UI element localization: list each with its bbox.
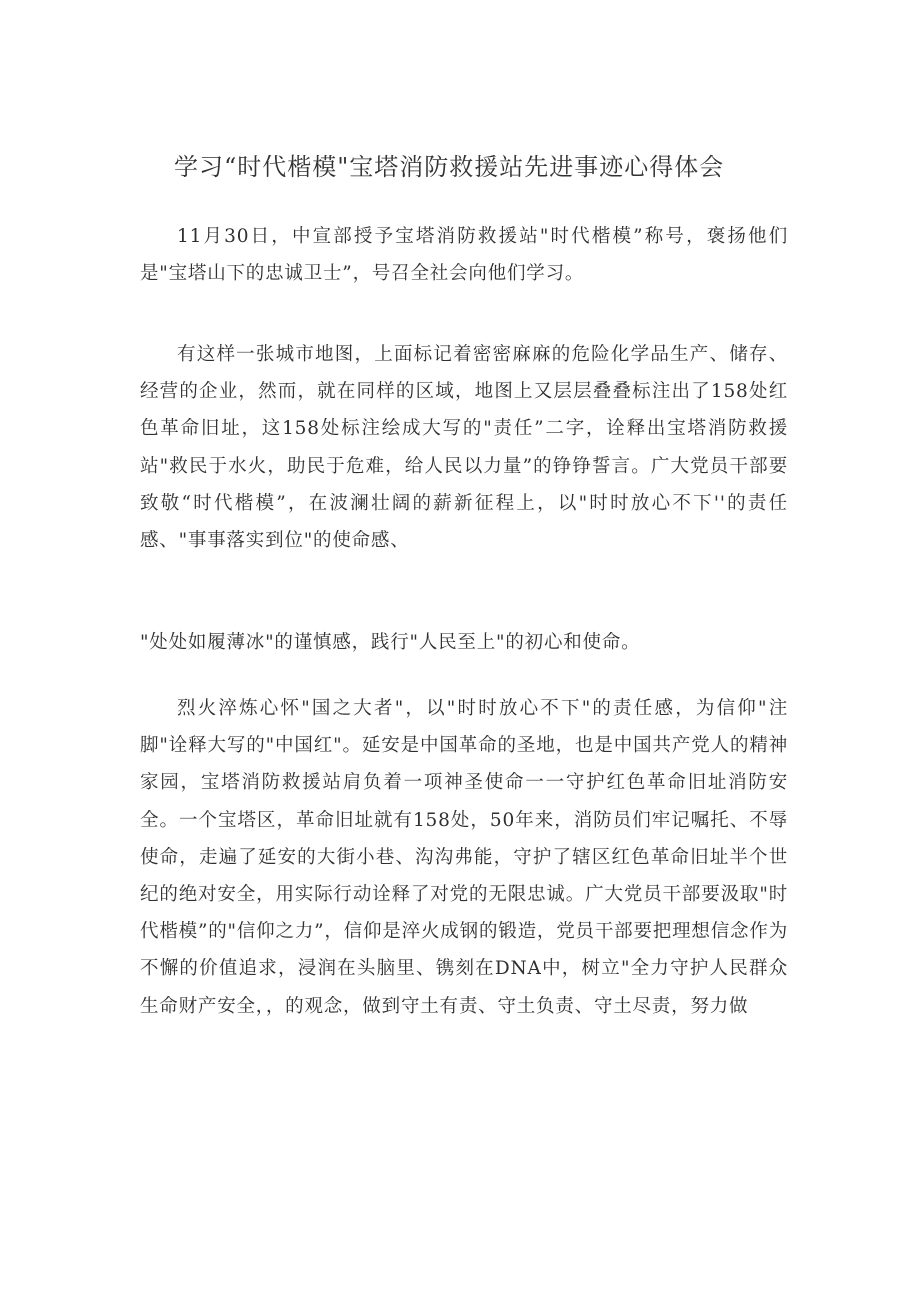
paragraph-1: 11月30日，中宣部授予宝塔消防救援站"时代楷模”称号，褒扬他们是"宝塔山下的忠诚卫士”，号召全社会向他们学习。 bbox=[140, 226, 788, 285]
paragraph-3: 烈火淬炼心怀"国之大者"，以"时时放心不下"的责任感，为信仰"注脚"诠释大写的"中国红"。延安是中国革命的圣地，也是中国共产党人的精神家园，宝塔消防救援站肩负着一项神圣使命一一守护红色革命旧址消防安全。一个宝塔区，革命旧址就有158处，50年来，消防员们牢记嘱托、不辱使命，走遍了延安的大街小巷、沟沟弗能，守护了辖区红色革命旧址半个世纪的绝对安全，用实际行动诠释了对党的无限忠诚。广大党员干部要汲取"时代楷模”的"信仰之力”，信仰是淬火成钢的锻造，党员干部要把理想信念作为不懈的价值追求，浸润在头脑里、镌刻在DNA中，树立"全力守护人民群众生命财产安全，，的观念，做到守土有责、守土负责、守土尽责，努力做 bbox=[140, 698, 788, 1017]
paragraph-2: 有这样一张城市地图，上面标记着密密麻麻的危险化学品生产、储存、经营的企业，然而，就在同样的区域，地图上又层层叠叠标注出了158处红色革命旧址，这158处标注绘成大写的"责任”二字，诠释出宝塔消防救援站"救民于水火，助民于危难，给人民以力量”的铮铮誓言。广大党员干部要致敬“时代楷模”，在波澜壮阔的薪新征程上，以"时时放心不下''的责任感、"事事落实到位"的使命感、 bbox=[140, 344, 788, 552]
document-title: 学习“时代楷模"宝塔消防救援站先进事迹心得体会 bbox=[174, 153, 725, 181]
paragraph-2-tail: "处处如履薄冰"的谨慎感，践行"人民至上"的初心和使命。 bbox=[140, 632, 641, 653]
